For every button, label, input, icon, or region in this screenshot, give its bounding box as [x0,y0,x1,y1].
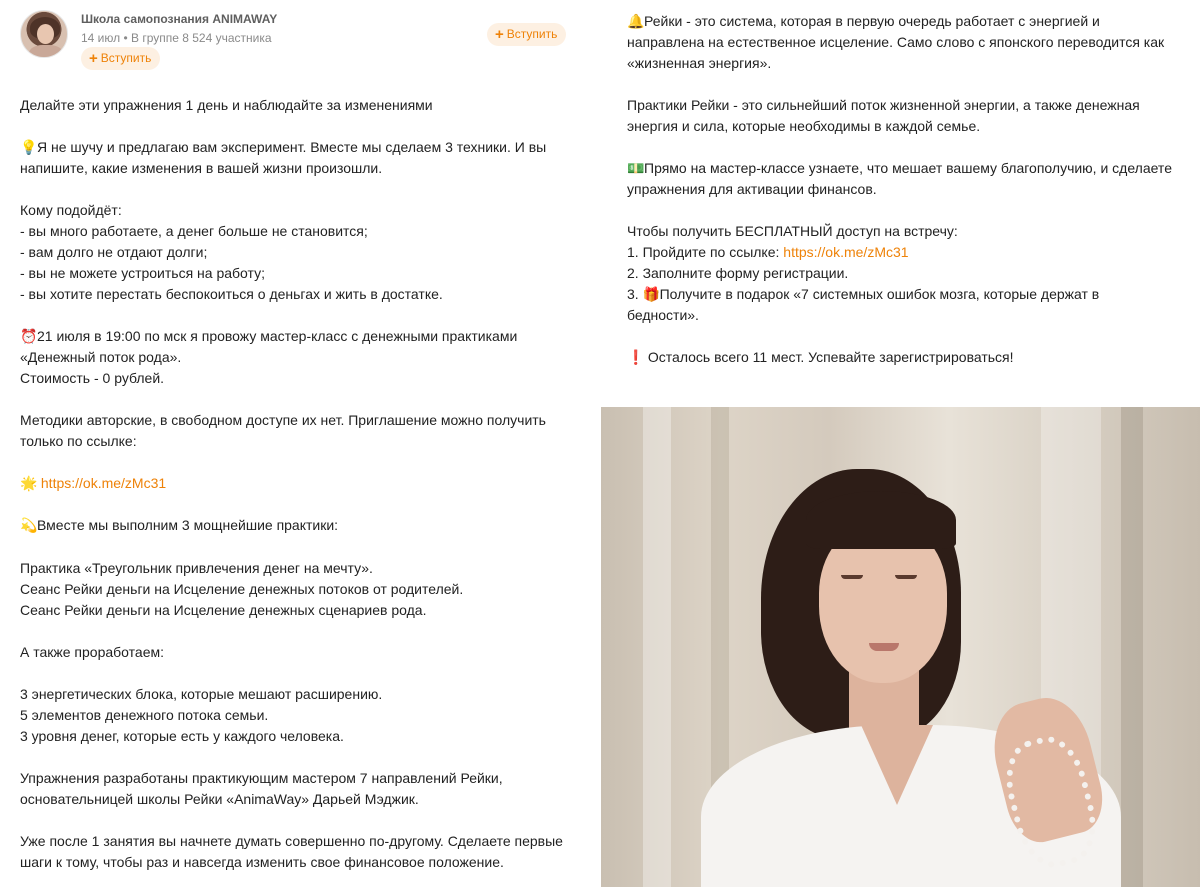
post-line: только по ссылке: [20,433,137,449]
post-line: «Денежный поток рода». [20,349,182,365]
post-line: А также проработаем: [20,644,164,660]
post-line: Делайте эти упражнения 1 день и наблюдайте за изменениями [20,97,433,113]
avatar-face [37,24,54,44]
post-line: - вы хотите перестать беспокоиться о деньгах и жить в достатке. [20,286,443,302]
background-curtain [643,407,671,887]
post-meta: 14 июл • В группе 8 524 участника [81,31,272,45]
registration-link[interactable]: https://ok.me/zMc31 [783,244,909,260]
join-group-button[interactable] [81,47,160,70]
glowing-star-icon: 🌟 [20,475,38,491]
post-line: 2. Заполните форму регистрации. [627,265,849,281]
alarm-clock-icon: ⏰ [20,328,38,344]
photo-eye [841,575,863,579]
post-line: Чтобы получить БЕСПЛАТНЫЙ доступ на встречу: [627,223,958,239]
post-line: - вам долго не отдают долги; [20,244,208,260]
post-line: 🔔Рейки - это система, которая в первую очередь работает с энергией и [627,13,1100,29]
photo-neckline [861,725,933,805]
post-line: - вы много работаете, а денег больше не становится; [20,223,368,239]
gift-icon: 🎁 [642,286,661,302]
post-line: ⏰21 июля в 19:00 по мск я провожу мастер-класс с денежными практиками [20,328,518,344]
post-line: бедности». [627,307,699,323]
post-line: Методики авторские, в свободном доступе их нет. Приглашение можно получить [20,412,546,428]
background-curtain [1121,407,1143,887]
photo-eye [895,575,917,579]
join-group-button-top[interactable] [487,23,566,46]
post-line: - вы не можете устроиться на работу; [20,265,265,281]
post-line: энергия и сила, которые необходимы в каждой семье. [627,118,981,134]
post-line: Сеанс Рейки деньги на Исцеление денежных сценариев рода. [20,602,427,618]
avatar-body [29,45,63,58]
post-line: 3 энергетических блока, которые мешают расширению. [20,686,383,702]
join-label: Вступить [100,51,152,65]
post-line: шаги к тому, чтобы раз и навсегда изменить свое финансовое положение. [20,854,504,870]
post-line: Уже после 1 занятия вы начнете думать совершенно по-другому. Сделаете первые [20,833,563,849]
post-line: 5 элементов денежного потока семьи. [20,707,269,723]
post-line: направлена на естественное исцеление. Само слово с японского переводится как [627,34,1165,50]
post-right-column [601,0,1200,887]
post-line: 💡Я не шучу и предлагаю вам эксперимент. Вместе мы сделаем 3 техники. И вы [20,139,547,155]
dizzy-star-icon: 💫 [20,517,38,533]
post-line: 3 уровня денег, которые есть у каждого человека. [20,728,344,744]
plus-icon: + [89,50,98,67]
post-line: 3. 🎁Получите в подарок «7 системных ошибок мозга, которые держат в [627,286,1100,302]
post-line: ❗ Осталось всего 11 мест. Успевайте зарегистрироваться! [627,349,1014,365]
money-icon: 💵 [627,160,645,176]
post-left-column [0,0,572,887]
group-avatar[interactable] [20,10,68,58]
photo-bangs [806,491,956,549]
post-line: Кому подойдёт: [20,202,122,218]
post-line: напишите, какие изменения в вашей жизни произошли. [20,160,383,176]
post-line: Упражнения разработаны практикующим мастером 7 направлений Рейки, [20,770,503,786]
post-line: 💵Прямо на мастер-классе узнаете, что мешает вашему благополучию, и сделаете [627,160,1172,176]
plus-icon: + [495,26,504,43]
post-line: Стоимость - 0 рублей. [20,370,165,386]
post-photo[interactable] [601,407,1200,887]
photo-smile [869,643,899,651]
registration-link[interactable]: https://ok.me/zMc31 [40,475,167,491]
post-line: основательницей школы Рейки «AnimaWay» Дарьей Мэджик. [20,791,419,807]
lightbulb-icon: 💡 [20,139,38,155]
post-line [20,473,166,493]
post-line: 💫Вместе мы выполним 3 мощнейшие практики: [20,517,339,533]
post-line: Сеанс Рейки деньги на Исцеление денежных потоков от родителей. [20,581,464,597]
post-line: упражнения для активации финансов. [627,181,877,197]
post-line: Практика «Треугольник привлечения денег на мечту». [20,560,373,576]
bell-icon: 🔔 [627,13,645,29]
post-line: «жизненная энергия». [627,55,772,71]
post-line: 1. Пройдите по ссылке: https://ok.me/zMc31 [627,244,909,260]
post-line: Практики Рейки - это сильнейший поток жизненной энергии, а также денежная [627,97,1140,113]
exclamation-icon: ❗ [627,349,645,365]
group-name[interactable]: Школа самопознания ANIMAWAY [81,12,278,26]
join-label: Вступить [506,27,558,41]
